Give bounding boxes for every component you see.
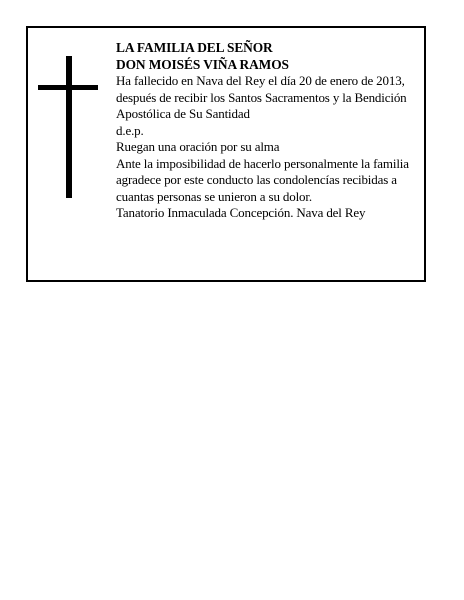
obituary-notice	[26, 26, 426, 282]
heading-family: LA FAMILIA DEL SEÑOR	[116, 40, 273, 55]
rip-text: d.e.p.	[116, 122, 144, 138]
gratitude-message: Ante la imposibilidad de hacerlo personalmente la familia agradece por este conducto las condolencías recibidas a cuantas personas se unieron a su dolor.	[116, 155, 409, 204]
prayer-request: Ruegan una oración por su alma	[116, 139, 280, 154]
heading-deceased-name: DON MOISÉS VIÑA RAMOS	[116, 56, 289, 72]
notice-text	[116, 40, 416, 222]
funeral-home: Tanatorio Inmaculada Concepción. Nava del Rey	[116, 205, 366, 220]
death-announcement: Ha fallecido en Nava del Rey el día 20 de enero de 2013, después de recibir los Santos Sacramentos y la Bendición Apostólica de Su Santidad	[116, 73, 407, 121]
cross-horizontal-bar	[38, 85, 98, 90]
cross-vertical-bar	[66, 56, 72, 198]
